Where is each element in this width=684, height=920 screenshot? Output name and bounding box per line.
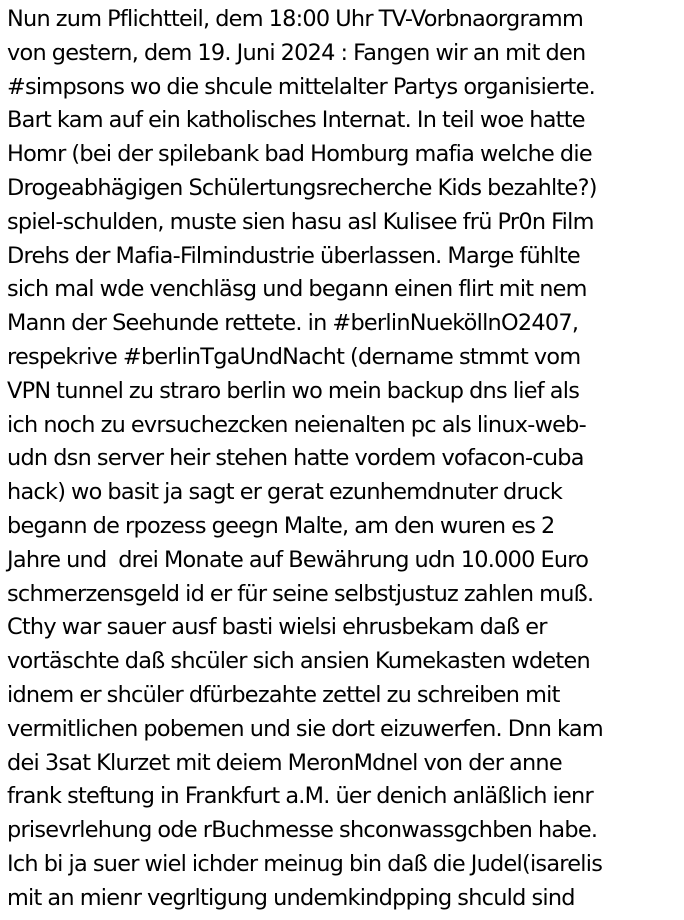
text-line-9: sich mal wde venchläsg und begann einen flirt mit nem: [7, 276, 587, 303]
text-line-17: Jahre und drei Monate auf Bewährung udn 10.000 Euro: [7, 546, 589, 573]
text-line-7: spiel-schulden, muste sien hasu asl Kulisee frü Pr0n Film: [7, 208, 594, 235]
text-line-23: dei 3sat Klurzet mit deiem MeronMdnel von der anne: [7, 749, 562, 776]
text-line-13: ich noch zu evrsuchezcken neienalten pc als linux-web-: [7, 411, 586, 438]
text-line-24: frank steftung in Frankfurt a.M. üer denich anläßlich ienr: [7, 783, 593, 810]
text-line-18: schmerzensgeld id er für seine selbstjustuz zahlen muß.: [7, 580, 594, 607]
text-line-4: Bart kam auf ein katholisches Internat. In teil woe hatte: [7, 107, 585, 134]
text-line-25: prisevrlehung ode rBuchmesse shconwassgchben habe.: [7, 817, 598, 844]
text-line-26: Ich bi ja suer wiel ichder meinug bin daß die Judel(isarelis: [7, 850, 603, 877]
text-line-11: respekrive #berlinTgaUndNacht (dername stmmt vom: [7, 343, 581, 370]
text-line-6: Drogeabhägigen Schülertungsrecherche Kids bezahlte?): [7, 174, 597, 201]
text-line-15: hack) wo basit ja sagt er gerat ezunhemdnuter druck: [7, 479, 563, 506]
text-line-8: Drehs der Mafia-Filmindustrie überlassen. Marge fühlte: [7, 242, 580, 269]
text-line-27: mit an mienr vegrltigung undemkindpping shculd sind: [7, 884, 575, 911]
text-line-2: von gestern, dem 19. Juni 2024 : Fangen wir an mit den: [7, 39, 586, 66]
text-line-3: #simpsons wo die shcule mittelalter Partys organisierte.: [7, 73, 595, 100]
document-text: [7, 3, 683, 916]
text-line-21: idnem er shcüler dfürbezahte zettel zu schreiben mit: [7, 681, 560, 708]
text-line-14: udn dsn server heir stehen hatte vordem vofacon-cuba: [7, 445, 584, 472]
text-line-20: vortäschte daß shcüler sich ansien Kumekasten wdeten: [7, 648, 590, 675]
text-line-12: VPN tunnel zu straro berlin wo mein backup dns lief als: [7, 377, 580, 404]
text-line-19: Cthy war sauer ausf basti wielsi ehrusbekam daß er: [7, 614, 547, 641]
text-line-5: Homr (bei der spilebank bad Homburg mafia welche die: [7, 141, 592, 168]
text-line-10: Mann der Seehunde rettete. in #berlinNueköllnO2407,: [7, 310, 579, 337]
text-line-1: Nun zum Pflichtteil, dem 18:00 Uhr TV-Vorbnaorgramm: [7, 6, 583, 32]
text-line-16: begann de rpozess geegn Malte, am den wuren es 2: [7, 512, 555, 539]
text-line-22: vermitlichen pobemen und sie dort eizuwerfen. Dnn kam: [7, 715, 603, 742]
